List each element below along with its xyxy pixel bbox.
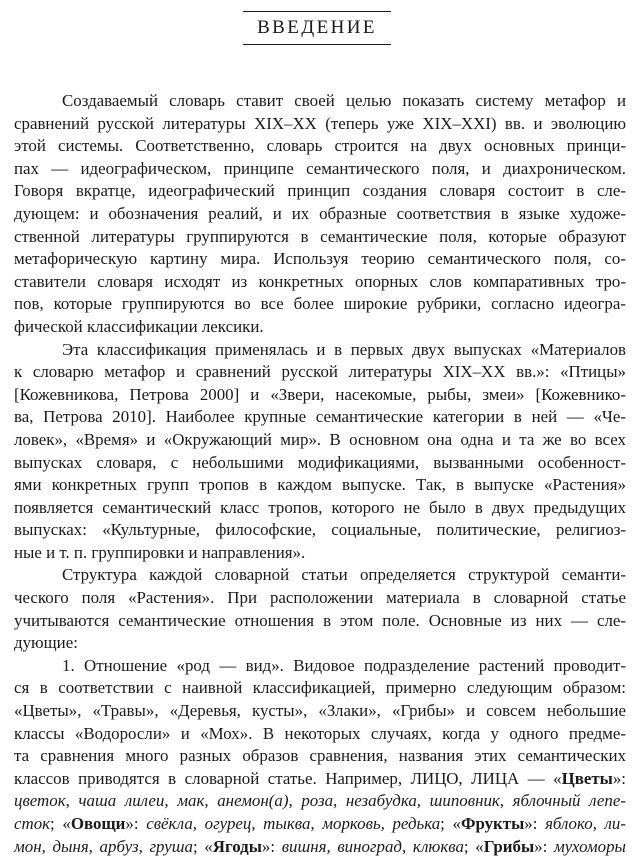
text-run: классы «Водоросли» и «Мох». В некоторых случаях, когда у одного предме-: [14, 723, 626, 743]
text-line: [14, 768, 626, 791]
italic-example: яблоко, ли-: [545, 814, 626, 833]
text-line: [14, 610, 626, 633]
text-run: к словарю метафор и сравнений русской литературы XIX–XX вв.»: «Птицы»: [14, 362, 626, 382]
text-run: ; «: [463, 836, 484, 856]
text-run: Создаваемый словарь ставит своей целью показать систему метафор и: [62, 91, 626, 110]
text-run: ; «: [192, 836, 213, 856]
text-line: [14, 180, 626, 203]
text-run: дующем: и обозначения реалий, и их образные соответствия в языке художе-: [14, 203, 626, 223]
text-line: [14, 632, 626, 655]
text-line: [14, 790, 626, 813]
text-line: [14, 474, 626, 497]
text-line: [14, 700, 626, 723]
text-line: [14, 339, 626, 362]
text-run: Эта классификация применялась и в первых двух выпусках «Материалов: [62, 339, 626, 359]
italic-example: сток: [14, 814, 51, 833]
italic-example: мухоморы: [553, 836, 626, 856]
text-run: ; «: [50, 814, 71, 833]
text-line: [14, 497, 626, 520]
text-run: этой системы. Соответственно, словарь строится на двух основных принци-: [14, 136, 626, 156]
text-run: »:: [612, 768, 626, 788]
italic-example: цветок, чаша лилеи, мак, анемон(а), роза, незабудка, шиповник, яблочный лепе-: [14, 791, 626, 811]
text-run: ловек», «Время» и «Окружающий мир». В основном она одна и та же во всех: [14, 429, 626, 449]
text-line: [14, 542, 626, 565]
text-line: [14, 745, 626, 768]
text-line: [14, 316, 626, 339]
text-run: ные и т. п. группировки и направления».: [14, 542, 306, 562]
text-run: пов, которые группируются во все более широкие рубрики, согласно идеогра-: [14, 294, 626, 314]
text-line: [14, 452, 626, 475]
text-run: та сравнения много разных образов сравнения, названия этих семантических: [14, 746, 626, 766]
text-line: [14, 226, 626, 249]
text-line: [14, 135, 626, 158]
text-line: [14, 587, 626, 610]
text-line: [14, 723, 626, 746]
text-run: Структура каждой словарной статьи определяется структурой семанти-: [62, 565, 626, 585]
text-run: ва, Петрова 2010]. Наиболее крупные семантические категории в ней — «Че-: [14, 407, 626, 427]
body-text: [14, 90, 626, 858]
bold-term: Грибы: [483, 836, 535, 856]
text-run: классов приводятся в словарной статье. Например, ЛИЦО, ЛИЦА — «: [14, 768, 562, 788]
text-run: ; «: [440, 814, 461, 833]
text-run: пах — идеографическом, принципе семантического поля, и диахроническом.: [14, 158, 626, 178]
text-line: [14, 158, 626, 181]
bold-term: Ягоды: [212, 836, 262, 856]
text-line: [14, 564, 626, 587]
text-line: [14, 271, 626, 294]
text-line: [14, 361, 626, 384]
text-run: ся в соответствии с наивной классификацией, примерно следующим образом:: [14, 678, 626, 698]
chapter-title: ВВЕДЕНИЕ: [243, 11, 391, 45]
text-run: ственной литературы группируются в семантические поля, которые образуют: [14, 226, 626, 246]
text-run: »:: [524, 814, 546, 833]
text-line: [14, 113, 626, 136]
italic-example: вишня, виноград, клюква: [281, 836, 464, 856]
text-line: [14, 519, 626, 542]
text-line: [14, 813, 626, 836]
bold-term: Цветы: [561, 768, 613, 788]
text-run: ями конкретных групп тропов в каждом выпуске. Так, в выпуске «Растения»: [14, 475, 626, 495]
text-line: [14, 248, 626, 271]
text-run: Говоря вкратце, идеографический принцип создания словаря состоит в сле-: [14, 181, 626, 201]
bold-term: Овощи: [70, 814, 126, 833]
text-run: метафорическую картину мира. Используя теорию семантического поля, со-: [14, 249, 626, 269]
text-line: [14, 203, 626, 226]
text-line: [14, 677, 626, 700]
italic-example: свёкла, огурец, тыква, морковь, редька: [146, 814, 441, 833]
text-line: [14, 429, 626, 452]
text-line: [14, 90, 626, 113]
text-run: »:: [534, 836, 554, 856]
text-run: »:: [125, 814, 147, 833]
italic-example: мон, дыня, арбуз, груша: [14, 836, 193, 856]
text-line: [14, 836, 626, 858]
text-run: сравнений русской литературы XIX–XX (теперь уже XIX–XXI) вв. и эволюцию: [14, 113, 626, 133]
text-line: [14, 293, 626, 316]
text-run: ставители словаря исходят из конкретных опорных слов компаративных тро-: [14, 271, 626, 291]
text-run: выпусках: «Культурные, философские, социальные, политические, религиоз-: [14, 520, 626, 540]
text-run: ческого поля «Растения». При расположении материала в словарной статье: [14, 588, 626, 608]
text-run: появляется семантический класс тропов, которого не было в двух предыдущих: [14, 497, 626, 517]
text-run: дующие:: [14, 633, 78, 653]
text-line: [14, 406, 626, 429]
text-line: [14, 384, 626, 407]
text-run: выпусках словаря, с небольшими модификациями, вызванными особенност-: [14, 452, 626, 472]
text-run: [Кожевникова, Петрова 2000] и «Звери, насекомые, рыбы, змеи» [Кожевнико-: [14, 384, 626, 404]
bold-term: Фрукты: [460, 814, 525, 833]
text-run: учитываются семантические отношения в этом поле. Основные из них — сле-: [14, 610, 626, 630]
text-line: [14, 655, 626, 678]
text-run: 1. Отношение «род — вид». Видовое подразделение растений проводит-: [62, 655, 626, 675]
text-run: »:: [261, 836, 282, 856]
text-run: «Цветы», «Травы», «Деревья, кусты», «Злаки», «Грибы» и совсем небольшие: [14, 701, 626, 721]
text-run: фической классификации лексики.: [14, 316, 264, 336]
